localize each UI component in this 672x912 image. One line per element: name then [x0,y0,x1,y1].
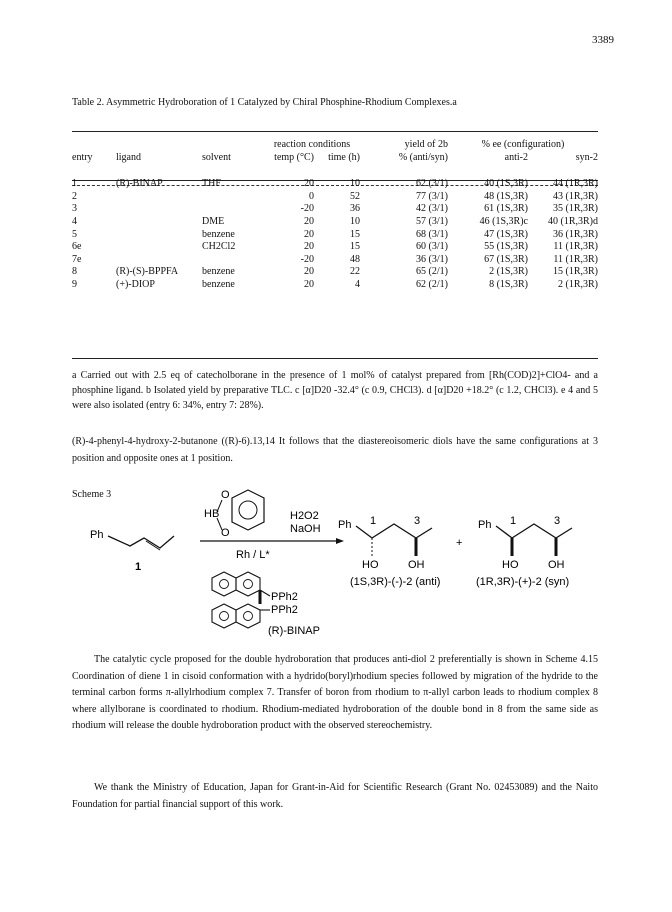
cell-solvent: benzene [202,266,235,278]
reaction-arrowhead [336,538,344,544]
header-time: time (h) [328,151,360,163]
cell-solvent: THF [202,178,221,190]
table-row [72,266,598,279]
cell-entry: 5 [72,228,77,240]
cell-anti: 61 (1S,3R) [484,203,528,215]
table-row [72,178,598,191]
cell-entry: 4 [72,215,77,227]
cell-ligand [116,241,202,254]
cell-entry: 7e [72,253,82,265]
cell-ligand [116,229,202,242]
cell-yield: 77 (3/1) [416,190,448,202]
naoh-label: NaOH [290,523,321,535]
cell-temp: -20 [300,203,314,215]
cell-syn: 11 (1R,3R) [553,241,598,253]
table-row [72,229,598,242]
cell-yield: 65 (2/1) [416,266,448,278]
cell-anti: 2 (1S,3R) [489,266,528,278]
bond-b-o2 [217,518,222,530]
catalyst-label: Rh / L* [236,549,270,561]
table-top-rule [72,131,598,132]
results-table [72,139,598,292]
cell-time: 15 [350,228,360,240]
cell-syn: 11 (1R,3R) [553,253,598,265]
table-row [72,241,598,254]
cell-time: 36 [350,203,360,215]
cell-ligand: (R)-(S)-BPPFA [116,266,179,278]
syn-pos3: 3 [554,515,561,527]
anti-pos1: 1 [370,515,377,527]
anti-ho-label: HO [362,559,379,571]
cell-time: 10 [350,215,360,227]
scheme-title: Scheme 3 [72,489,112,500]
cell-anti: 55 (1S,3R) [484,241,528,253]
header-syn: syn-2 [575,151,598,163]
cell-entry: 3 [72,203,77,215]
cell-ligand [116,216,202,229]
cell-syn: 15 (1R,3R) [553,266,598,278]
paragraph-3-acknowledgment: We thank the Ministry of Education, Japan for Grant-in-Aid for Scientific Research (Grant No. 02453089) and the Naito Foundation for partial financial support of this work. [72,782,598,810]
cell-ligand [116,254,202,267]
cell-temp: 20 [304,278,314,290]
cell-anti: 67 (1S,3R) [484,253,528,265]
catechol-aromatic-circle [239,501,257,519]
ph-syn-label: Ph [478,519,492,531]
cell-temp: 20 [304,241,314,253]
cell-syn: 2 (1R,3R) [558,278,598,290]
syn-pos1: 1 [510,515,517,527]
binap-structure [212,572,270,628]
cell-time: 52 [350,190,360,202]
cell-ligand: (+)-DIOP [116,278,155,290]
compound-1-label: 1 [135,561,142,573]
cell-solvent: DME [202,215,225,227]
table-row [72,191,598,204]
page-number: 3389 [592,34,614,46]
cell-temp: 20 [304,228,314,240]
cell-time: 4 [355,278,360,290]
header-anti: anti-2 [504,151,528,163]
anti-skeleton [356,524,432,538]
scheme-3-figure [72,486,598,646]
cell-entry: 1 [72,178,77,190]
anti-product-label: (1S,3R)-(-)-2 (anti) [350,576,441,588]
o-bottom-label: O [221,527,230,539]
cell-entry: 6e [72,241,82,253]
cell-time: 22 [350,266,360,278]
bond-b-o1 [217,500,222,512]
cell-solvent: CH2Cl2 [202,241,236,253]
o-top-label: O [221,489,230,501]
cell-yield: 36 (3/1) [416,253,448,265]
cell-temp: 20 [304,266,314,278]
table-row [72,203,598,216]
cell-yield: 62 (2/1) [416,278,448,290]
cell-anti: 48 (1S,3R) [484,190,528,202]
cell-syn: 40 (1R,3R)d [548,215,598,227]
diene-skeleton [108,536,174,548]
table-row [72,279,598,292]
cell-temp: -20 [300,253,314,265]
cell-syn: 43 (1R,3R) [553,190,598,202]
cell-solvent [202,191,264,204]
cell-syn: 35 (1R,3R) [553,203,598,215]
ph-anti-label: Ph [338,519,352,531]
cell-ligand: (R)-BINAP [116,178,163,190]
pph2-bottom-label: PPh2 [271,604,298,616]
h2o2-label: H2O2 [290,510,319,522]
cell-entry: 2 [72,190,77,202]
hb-label: HB [204,508,220,520]
catechol-ring [232,490,264,530]
cell-solvent [202,254,264,267]
cell-temp: 0 [309,190,314,202]
cell-solvent [202,203,264,216]
cell-syn: 36 (1R,3R) [553,228,598,240]
header-yield: yield of 2b [404,139,448,150]
cell-time: 48 [350,253,360,265]
syn-skeleton [496,524,572,538]
header-ligand: ligand [116,151,141,163]
paragraph-2: The catalytic cycle proposed for the double hydroboration that produces anti-diol 2 preferentially is shown in Scheme 4.15 Coordination of diene 1 in cisoid conformation with a hydrido(boryl)rhodium species followed by migration of the hydride to the terminal carbon forms π-allylrhodium complex 7. Transfer of boron from rhodium to π-allyl carbon leads to rhodium complex 8 where allylborane is coordinated to rhodium. Rhodium-mediated hydroboration of the double bond in 8 from the same side as rhodium will release the double hydroboration product with the observed stereochemistry. [72,654,598,731]
binap-label: (R)-BINAP [268,625,320,637]
cell-anti: 47 (1S,3R) [484,228,528,240]
table-row [72,216,598,229]
cell-yield: 62 (3/1) [416,178,448,190]
table-body [72,178,598,291]
cell-yield: 42 (3/1) [416,203,448,215]
cell-solvent: benzene [202,228,235,240]
cell-syn: 44 (1R,3R) [553,178,598,190]
cell-yield: 60 (3/1) [416,241,448,253]
cell-yield: 68 (3/1) [416,228,448,240]
cell-ligand [116,191,202,204]
syn-oh-label: OH [548,559,565,571]
cell-entry: 8 [72,266,77,278]
table-caption: Table 2. Asymmetric Hydroboration of 1 Catalyzed by Chiral Phosphine-Rhodium Complexes.a [72,97,457,108]
table-bottom-rule [72,358,598,359]
anti-pos3: 3 [414,515,421,527]
header-reaction-conditions: reaction conditions [273,139,351,150]
cell-anti: 8 (1S,3R) [489,278,528,290]
cell-temp: 20 [304,178,314,190]
cell-solvent: benzene [202,278,235,290]
cell-anti: 46 (1S,3R)c [479,215,528,227]
pph2-top-label: PPh2 [271,591,298,603]
ph-left-label: Ph [90,529,104,541]
header-entry: entry [72,151,93,163]
cell-time: 10 [350,178,360,190]
header-solvent: solvent [202,151,231,163]
cell-anti: 40 (1S,3R) [484,178,528,190]
cell-yield: 57 (3/1) [416,215,448,227]
cell-entry: 9 [72,278,77,290]
plus-sign: + [456,537,463,549]
table-row [72,254,598,267]
diene-double-bond [146,541,160,550]
syn-ho-label: HO [502,559,519,571]
cell-ligand [116,203,202,216]
cell-time: 15 [350,241,360,253]
header-ee: % ee (configuration) [481,139,565,150]
syn-product-label: (1R,3R)-(+)-2 (syn) [476,576,570,588]
cell-temp: 20 [304,215,314,227]
paragraph-1: (R)-4-phenyl-4-hydroxy-2-butanone ((R)-6).13,14 It follows that the diastereoisomeric diols have the same configurations at 3 position and opposite ones at 1 position. [72,436,598,464]
header-temp: temp (°C) [274,151,314,163]
header-yield-ratio: % (anti/syn) [398,151,448,163]
table-footnotes: a Carried out with 2.5 eq of catecholborane in the presence of 1 mol% of catalyst prepared from [Rh(COD)2]+ClO4- and a phosphine ligand. b Isolated yield by preparative TLC. c [α]D20 -32.4° (c 0.9, CHCl3). d [α]D20 +18.2° (c 1.2, CHCl3). e 4 and 5 were also isolated (entry 6: 34%, entry 7: 28%). [72,370,598,411]
anti-oh-label: OH [408,559,425,571]
